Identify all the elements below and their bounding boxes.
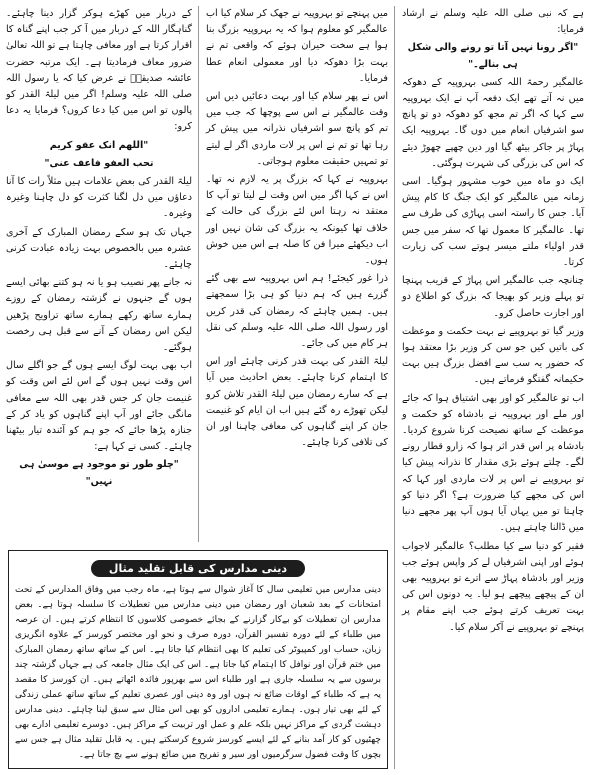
column-divider <box>198 6 199 542</box>
boxed-article <box>8 550 388 769</box>
paragraph: میں پہنچے تو بہروپیہ نے جھک کر سلام کیا اب عالمگیر کو معلوم ہوا کہ یہ بہروپیہ بزرگ بنا ہوا ہے سخت حیران ہوئے کہ واقعی تم نے بہت بڑا دھوکہ دیا اور معمولی انعام عطا فرمایا۔ <box>206 8 388 84</box>
middle-column <box>206 6 388 542</box>
newspaper-page <box>6 6 584 769</box>
left-column <box>6 6 192 542</box>
paragraph: ایک دو ماہ میں خوب مشہور ہوگیا۔ اسی زمانہ میں عالمگیر کو ایک جنگ کا کام پیش آیا۔ جس کا راستہ اسی پہاڑی کی طرف سے تھا۔ عالمگیر کا معمول تھا کہ سفر میں جس قدر اولیاء ملتے میسر ہوتے سب کی زیارت کرتا۔ <box>402 176 584 269</box>
paragraph: لیلۃ القدر کی بعض علامات ہیں مثلاً رات کا آنا دعاؤں میں دل لگنا کثرت کو دل چاہنا وغیرہ وغیرہ۔ <box>6 176 192 220</box>
paragraph: فقیر کو دنیا سے کیا مطلب؟ عالمگیر لاجواب ہوئے اور اپنی اشرفیاں لے کر واپس ہوئے جب وزیر اور بادشاہ پہاڑ سے اترے تو بہروپیہ بھی ان کے پیچھے پیچھے ہو لیا۔ یہ دونوں اس کی بہت تعریف کرتے ہوئے جب اپنے مقام پر پہنچے تو بہروپیے نے آکر سلام کیا۔ <box>402 540 584 633</box>
paragraph: جہاں تک ہو سکے رمضان المبارک کے آخری عشرہ میں بالخصوص بہت زیادہ عبادت کرنی چاہئے۔ <box>6 226 192 271</box>
dua-quote-line-2: تحب العفو فاعف عنی" <box>44 157 154 169</box>
box-body: دینی مدارس میں تعلیمی سال کا آغاز شوال سے ہوتا ہے، ماہ رجب میں وفاق المدارس کے تحت امتحانات کے بعد شعبان اور رمضان میں دینی مدارس میں تعطیلات کا سلسلہ ہوتا ہے۔ بعض مدارس ان تعطیلات کو بےکار گزارنے کے بجائے خصوصی کلاسوں کا انتظام کرتے ہیں۔ ان عرصہ میں طلباء کے لئے دورہ تفسیر القرآن، دورہ صرف و نحو اور مختصر کورسز کے علاوہ انگریزی زبان، حساب اور کمپیوٹر کی تعلیم کا بھی انتظام کیا جاتا ہے۔ اس کے ساتھ ساتھ رمضان المبارک میں ختم قرآن اور نوافل کا اہتمام کیا جاتا ہے۔ اس کی ایک مثال جامعہ کی ہے جہاں گزشتہ چند برسوں سے یہ سلسلہ جاری ہے اور طلباء اس سے بھرپور فائدہ اٹھاتے ہیں۔ ان کورسز کا مقصد یہ ہے کہ طلباء کے اوقات ضائع نہ ہوں اور وہ دینی اور عصری تعلیم کے ساتھ ساتھ عملی زندگی کے لئے بھی تیار ہوں۔ ہمارے تعلیمی اداروں کو بھی اس مثال سے سبق لینا چاہئے۔ دینی مدارس دہشت گردی کے مراکز نہیں بلکہ علم و عمل اور تربیت کے مراکز ہیں۔ دوسرے تعلیمی ادارے بھی چھٹیوں کو کار آمد بنانے کے لئے ایسے کورسز شروع کرسکتے ہیں۔ یہ قابل تقلید مثال ہے جس سے بچوں کا وقت فضول سرگرمیوں اور سیر و تفریح میں ضائع ہونے سے بچ جاتا ہے۔ <box>15 585 381 760</box>
dua-quote-line-1: "اللھم انک عفو کریم <box>49 139 149 151</box>
paragraph: ذرا غور کیجئے! ہم اس بہروپیہ سے بھی گئے گزرے ہیں کہ ہم دنیا کو ہی بڑا سمجھتے ہیں۔ ہمیں چاہئے کہ رمضان کی قدر کریں اور رسول اللہ صلی اللہ علیہ وسلم کی نقل ہر کام میں کی جائے۔ <box>206 273 388 350</box>
paragraph: اب بھی بہت لوگ ایسے ہوں گے جو اگلے سال اس وقت نہیں ہوں گے اس لئے اس وقت کو غنیمت جان کر جس قدر بھی اللہ سے معافی مانگی جائے اور آپ اپنے گناہوں کو یاد کر کے جنازہ پڑھا جائے کہ جو ہم کو آئندہ تیار بیٹھنا چاہئے۔ کسی نے کہا ہے: <box>6 360 192 453</box>
box-title: دینی مدارس کی قابل تقلید مثال <box>91 560 305 577</box>
paragraph: اب تو عالمگیر کو اور بھی اشتیاق ہوا کہ جائے اور ملے اور بہروپیہ نے بادشاہ کو حکمت و موعظت کے ساتھ نصیحت کرنا شروع کردیا۔ بادشاہ پر اس قدر اثر ہوا کہ زارو قطار رونے لگے۔ چلتے ہوئے بڑی مقدار کا نذرانہ پیش کیا تو بہروپیے نے اس پر لات ماردی اور کہا کہ اس کی مجھے کیا ضرورت ہے؟ اگر دنیا کو چاہتا تو میں یہاں آیا ہوں آپ پھر مجھے دنیا میں ڈالنا چاہتے ہیں۔ <box>402 392 584 534</box>
paragraph: نہ جانے پھر نصیب ہو یا نہ ہو کتنے بھائی ایسے ہوں گے جنہوں نے گزشتہ رمضان کے روزے ہمارے ساتھ رکھے ہمارے ساتھ تراویح پڑھیں لیکن اس رمضان کے آنے سے قبل ہی رخصت ہوگئے۔ <box>6 277 192 354</box>
column-divider <box>394 6 395 769</box>
paragraph: عالمگیر رحمۃ اللہ کسی بہروپیہ کے دھوکہ میں نہ آتے تھے ایک دفعہ آپ نے ایک بہروپیہ سے کہا کہ اگر تم مجھ کو دھوکہ دو تو پانچ سو اشرفیاں انعام میں دوں گا۔ بہروپیہ ایک پہاڑ پر جاکر بیٹھ گیا اور دین چھپے چھوڑ دیئے کہ اس کی بزرگی کی شہرت ہوگئی۔ <box>402 76 584 169</box>
paragraph: وزیر گیا تو بہروپیے نے بہت حکمت و موعظت کی باتیں کیں جو سن کر وزیر بڑا معتقد ہوا کہ حضور یہ سب سے افضل بزرگ ہیں بہت حکیمانہ گفتگو فرماتے ہیں۔ <box>402 325 584 386</box>
paragraph: چنانچہ جب عالمگیر اس پہاڑ کے قریب پہنچا تو پہلے وزیر کو بھیجا کہ بزرگ کو اطلاع دو اور اجازت حاصل کرو۔ <box>402 275 584 319</box>
paragraph: اس نے پھر سلام کیا اور بہت دعائیں دیں اس وقت عالمگیر نے اس سے پوچھا کہ جب میں تم کو پانچ سو اشرفیاں نذرانہ میں پیش کر رہا تھا تو تم نے اس پر لات ماردی اگر لے لیتے تو تمہیں حقیقت معلوم ہوجاتی۔ <box>206 91 388 167</box>
hadith-quote: "اگر رونا نہیں آتا تو رونے والی شکل ہی بنالے۔" <box>407 42 579 70</box>
verse-line: "چلو طور تو موجود ہے موسیٰ ہی نہیں" <box>19 459 179 487</box>
right-column <box>402 6 584 769</box>
paragraph: کے دربار میں کھڑے ہوکر گزار دینا چاہئے۔ گناہگار اللہ کے دربار میں آ کر جب اپنے گناہ کا اقرار کرتا ہے اور معافی چاہتا ہے تو اللہ تعالیٰ ضرور معاف فرمادیتا ہے۔ ایک مرتبہ حضرت عائشہ صدیقہؓ نے عرض کیا کہ یا رسول اللہ صلی اللہ علیہ وسلم! اگر میں لیلۃ القدر کو پالوں تو اس میں کیا دعا کروں؟ فرمایا یہ دعا کرو: <box>6 8 192 133</box>
paragraph: لیلۃ القدر کی بہت قدر کرنی چاہئے اور اس کا اہتمام کرنا چاہئے۔ بعض احادیث میں آیا ہے کہ سارے رمضان میں لیلۃ القدر تلاش کرو لیکن تھوڑے رہ گئے ہیں اب ان ایام کو غنیمت جان کر اپنے گناہوں کی معافی چاہنا اور ان کی تلافی کرنا چاہئے۔ <box>206 356 388 449</box>
paragraph: بہروپیہ نے کہا کہ بزرگ پر یہ لازم نہ تھا۔ اس نے کہا اگر میں اس وقت لے لیتا تو آپ کا معتقد نہ رہتا اس لئے بزرگ کی حالت کے خلاف تھا کیونکہ یہ بزرگ کی شان نہیں اور اب دیکھئے میرا فن کا صلہ ہے اس میں خوش ہوں۔ <box>206 174 388 267</box>
box-header <box>15 557 381 577</box>
intro-line: ہے کہ نبی صلی اللہ علیہ وسلم نے ارشاد فرمایا: <box>402 8 584 36</box>
